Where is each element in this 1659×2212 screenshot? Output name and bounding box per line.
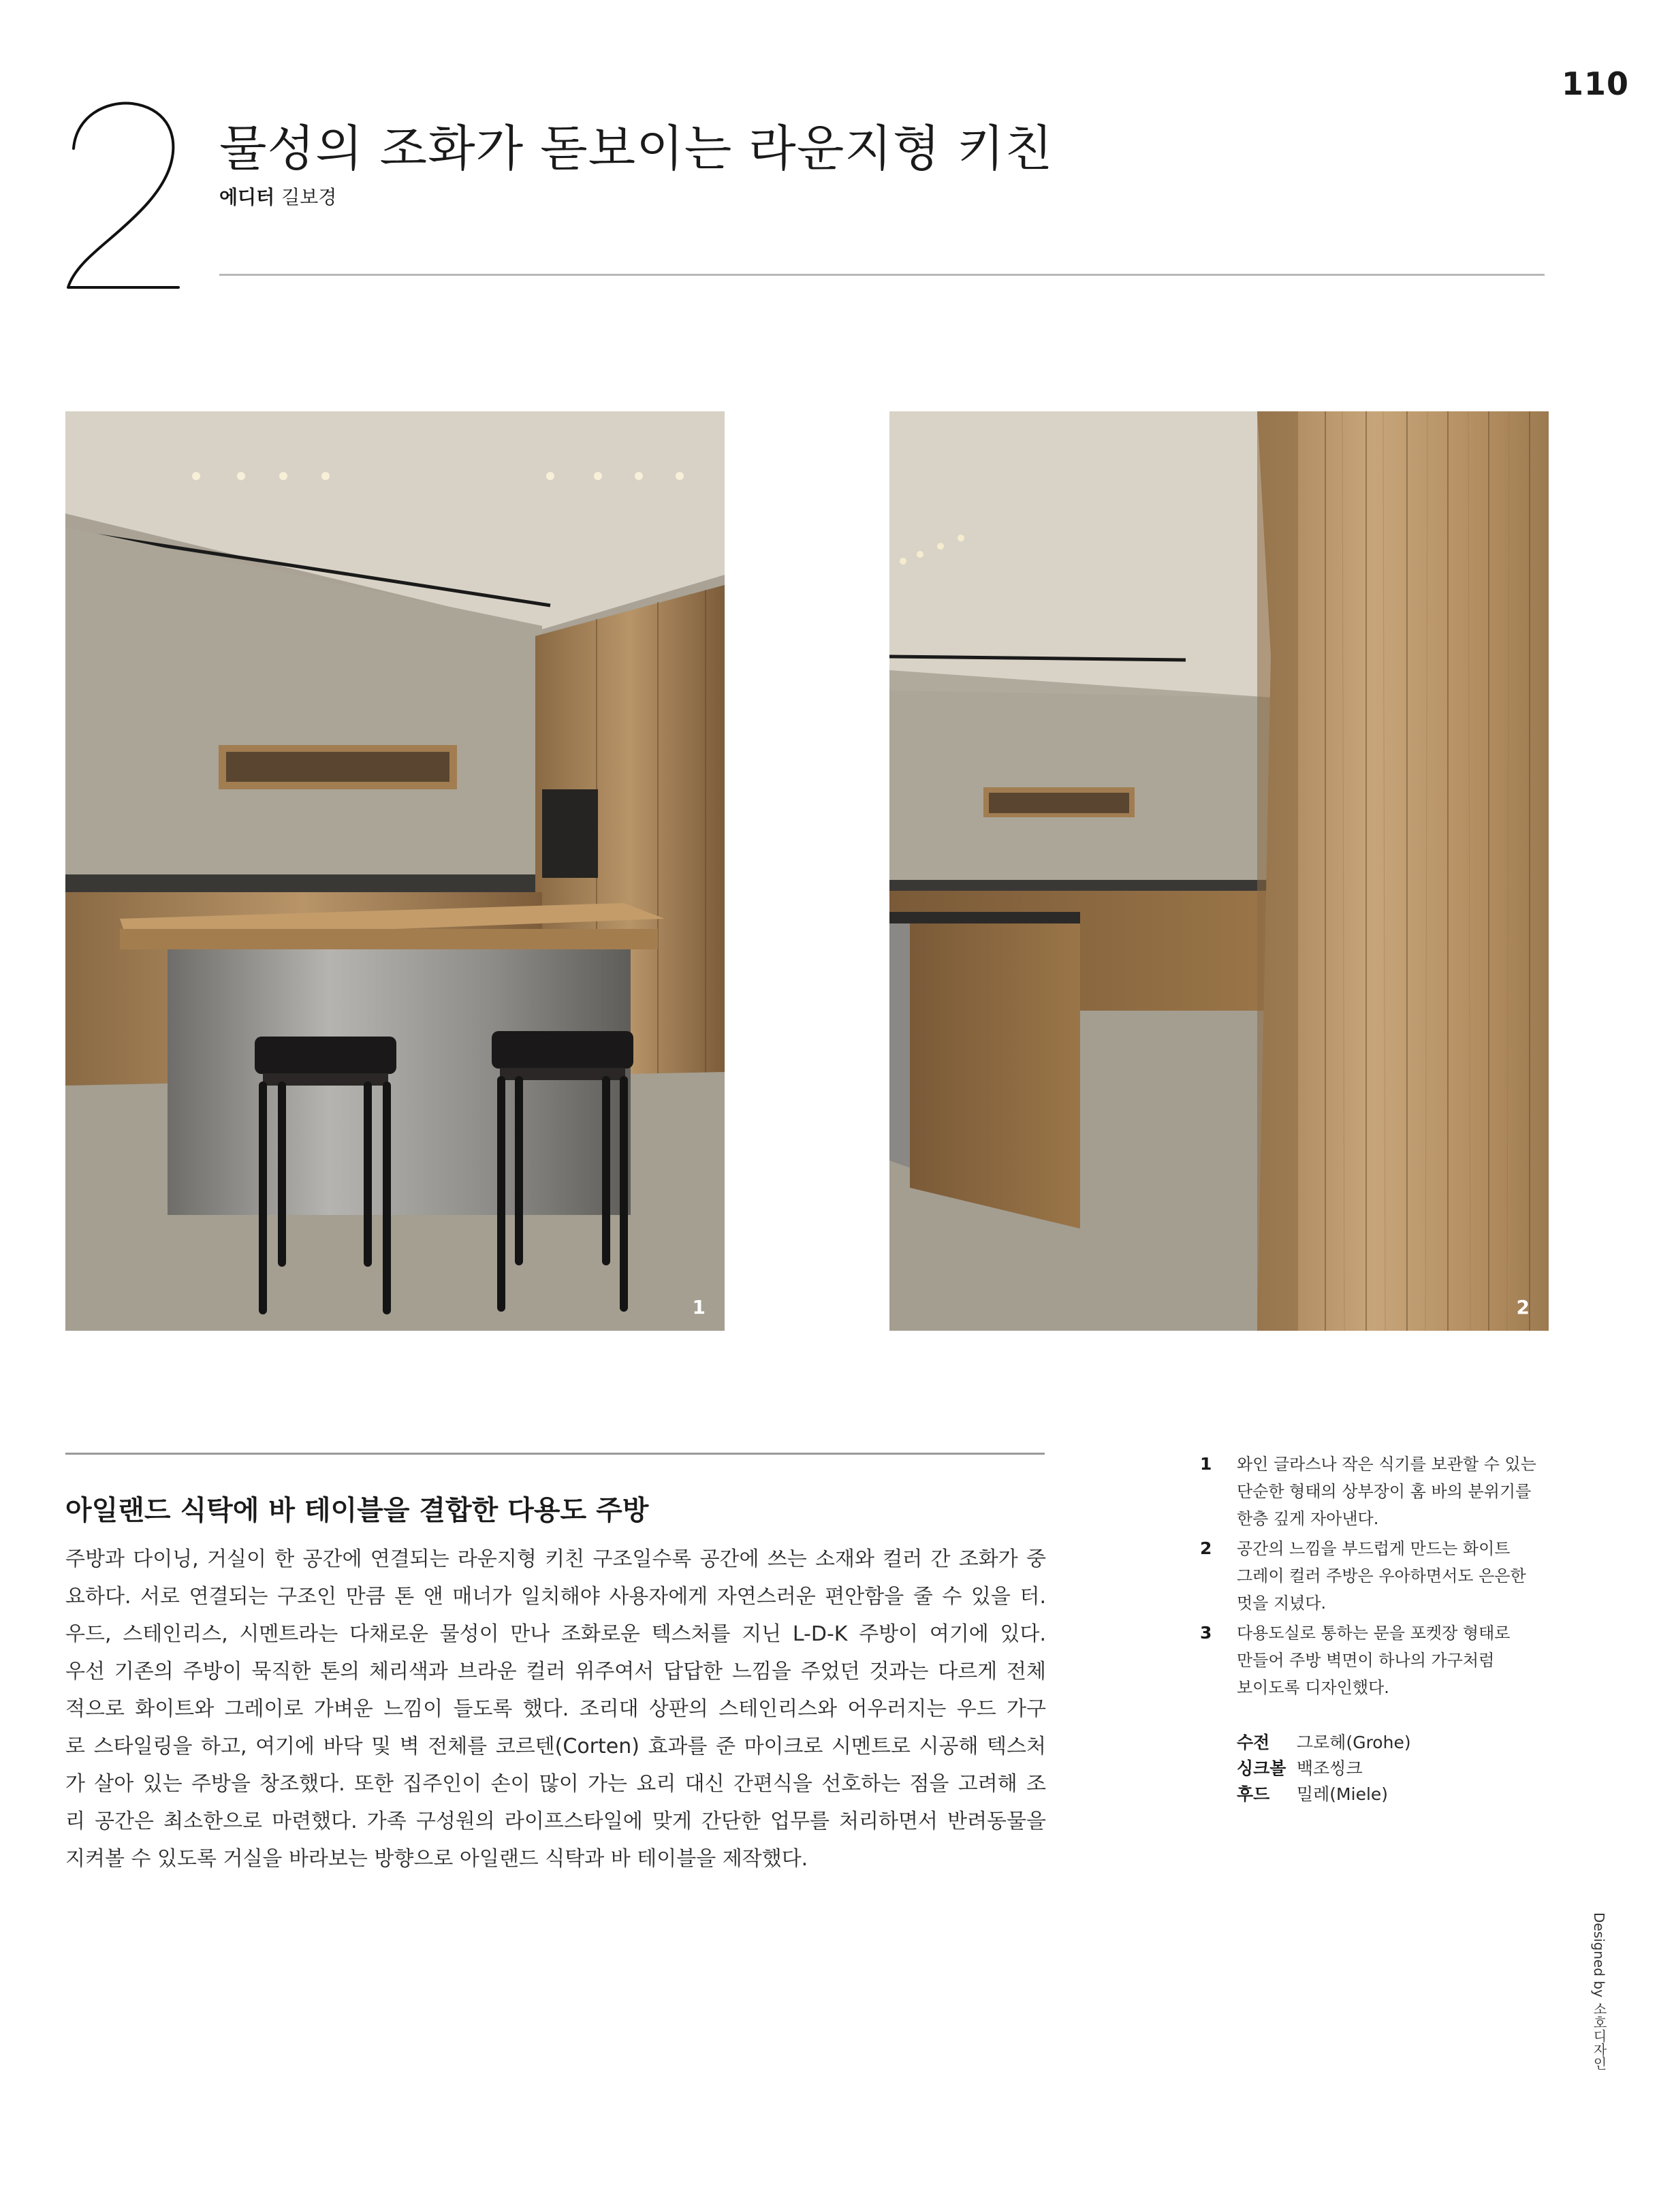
- body-line: 적으로 화이트와 그레이로 가벼운 느낌이 들도록 했다. 조리대 상판의 스테인리스와 어우러지는 우드 가구: [65, 1697, 1046, 1721]
- caption-line: 그레이 컬러 주방은 우아하면서도 은은한: [1237, 1566, 1526, 1585]
- spec-key: 수전: [1237, 1733, 1270, 1752]
- caption-line: 단순한 형태의 상부장이 홈 바의 분위기를: [1237, 1482, 1532, 1501]
- photo-number-label: 1: [692, 1296, 706, 1318]
- caption-line: 보이도록 디자인했다.: [1237, 1678, 1389, 1697]
- body-line: 우선 기존의 주방이 묵직한 톤의 체리색과 브라운 컬러 위주여서 답답한 느낌을 주었던 것과는 다르게 전체: [65, 1660, 1046, 1684]
- body-line: 로 스타일링을 하고, 여기에 바닥 및 벽 전체를 코르텐(Corten) 효과를 준 마이크로 시멘트로 시공해 텍스처: [65, 1735, 1046, 1758]
- caption-line: 한층 깊게 자아낸다.: [1237, 1509, 1379, 1528]
- spec-value: 밀레(Miele): [1297, 1784, 1389, 1804]
- title-divider: [219, 274, 1545, 276]
- product-specs: [1237, 1730, 1411, 1807]
- caption-line: 다용도실로 통하는 문을 포켓장 형태로: [1237, 1624, 1511, 1643]
- spec-key: 싱크볼: [1237, 1758, 1286, 1778]
- section-divider: [65, 1453, 1045, 1455]
- caption-number: 3: [1200, 1623, 1212, 1643]
- caption-number: 1: [1200, 1454, 1212, 1474]
- page-number: 110: [1561, 65, 1629, 102]
- editor-label: 에디터: [219, 186, 275, 208]
- photo-number-label: 2: [1516, 1296, 1530, 1318]
- spec-row: [1237, 1730, 1411, 1756]
- body-line: 요하다. 서로 연결되는 구조인 만큼 톤 앤 매너가 일치해야 사용자에게 자연스러운 편안함을 줄 수 있을 터.: [65, 1585, 1046, 1609]
- article-subheading: 아일랜드 식탁에 바 테이블을 결합한 다용도 주방: [65, 1495, 649, 1526]
- caption-line: 만들어 주방 벽면이 하나의 가구처럼: [1237, 1651, 1495, 1670]
- design-credit: Designed by 소호디자인: [1591, 1912, 1607, 2070]
- caption-text: [1237, 1451, 1554, 1532]
- spec-row: [1237, 1782, 1411, 1807]
- spec-value: 백조씽크: [1297, 1758, 1363, 1778]
- article-body: [65, 1540, 1046, 1878]
- chapter-numeral: [61, 95, 184, 293]
- caption-line: 멋을 지녔다.: [1237, 1594, 1327, 1613]
- caption-item: [1200, 1451, 1554, 1532]
- caption-line: 와인 글라스나 작은 식기를 보관할 수 있는: [1237, 1455, 1536, 1474]
- editor-name: 길보경: [281, 186, 337, 208]
- caption-number: 2: [1200, 1538, 1212, 1558]
- caption-line: 공간의 느낌을 부드럽게 만드는 화이트: [1237, 1539, 1511, 1558]
- caption-item: [1200, 1620, 1554, 1701]
- editor-credit: [219, 183, 336, 210]
- caption-text: [1237, 1535, 1554, 1617]
- kitchen-photo-2: [889, 411, 1549, 1331]
- body-line: 우드, 스테인리스, 시멘트라는 다채로운 물성이 만나 조화로운 텍스처를 지닌 L-D-K 주방이 여기에 있다.: [65, 1622, 1046, 1646]
- kitchen-photo-1: [65, 411, 725, 1331]
- body-line: 주방과 다이닝, 거실이 한 공간에 연결되는 라운지형 키친 구조일수록 공간에 쓰는 소재와 컬러 간 조화가 중: [65, 1547, 1046, 1571]
- caption-text: [1237, 1620, 1554, 1701]
- spec-key: 후드: [1237, 1784, 1270, 1804]
- spec-row: [1237, 1756, 1411, 1782]
- caption-item: [1200, 1535, 1554, 1617]
- article-title: 물성의 조화가 돋보이는 라운지형 키친: [219, 120, 1054, 177]
- spec-value: 그로헤(Grohe): [1297, 1733, 1411, 1752]
- body-line: 리 공간은 최소한으로 마련했다. 가족 구성원의 라이프스타일에 맞게 간단한 업무를 처리하면서 반려동물을: [65, 1810, 1046, 1833]
- body-line: 가 살아 있는 주방을 창조했다. 또한 집주인이 손이 많이 가는 요리 대신 간편식을 선호하는 점을 고려해 조: [65, 1772, 1046, 1796]
- photo-captions: [1200, 1451, 1554, 1704]
- body-line: 지켜볼 수 있도록 거실을 바라보는 방향으로 아일랜드 식탁과 바 테이블을 제작했다.: [65, 1847, 808, 1871]
